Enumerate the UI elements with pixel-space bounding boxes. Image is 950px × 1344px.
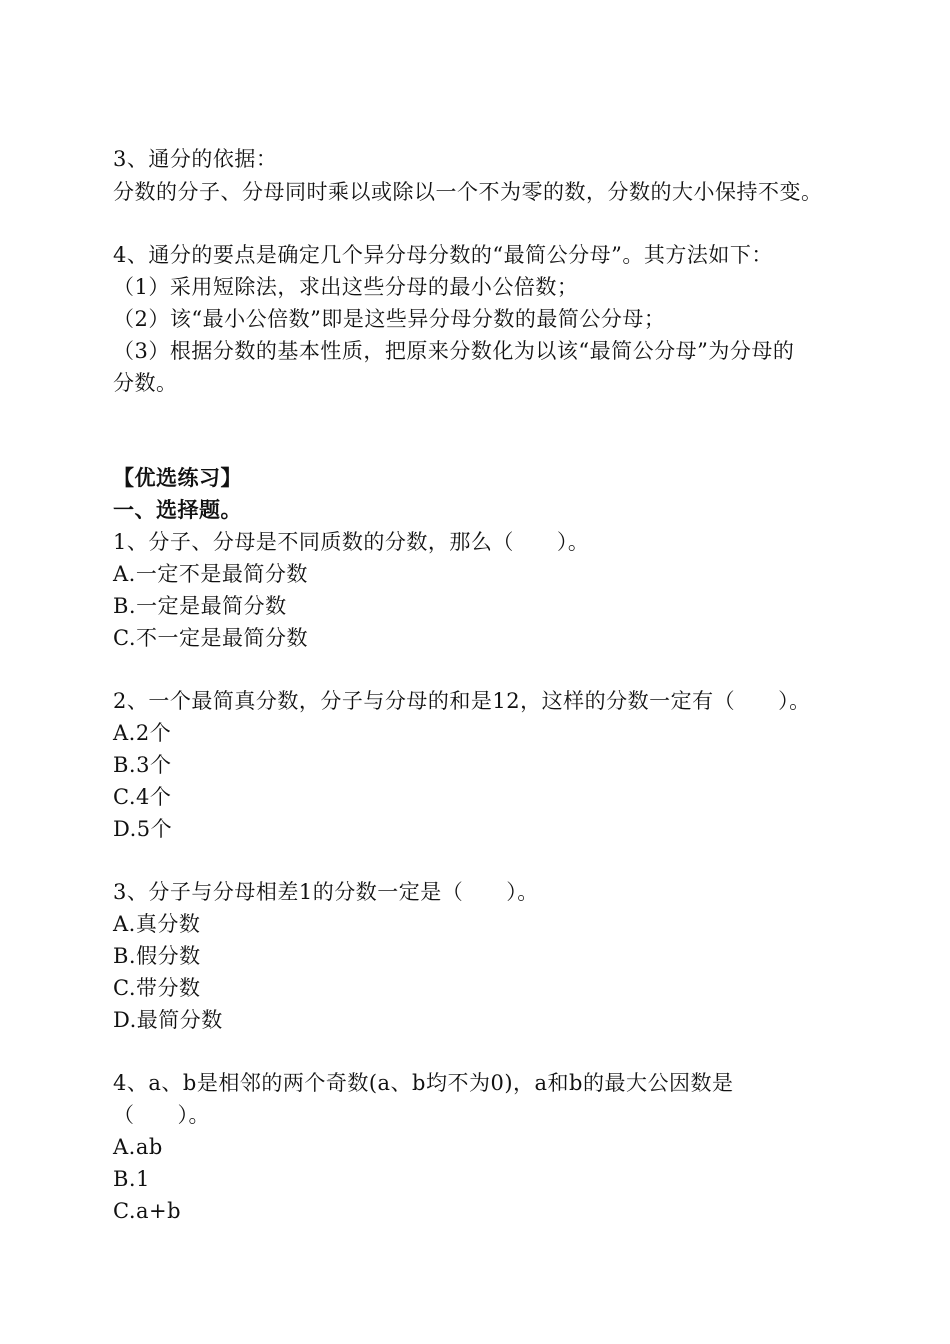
question-2-stem: 2、一个最简真分数，分子与分母的和是12，这样的分数一定有（ ）。 — [113, 689, 811, 713]
question-1-stem: 1、分子、分母是不同质数的分数，那么（ ）。 — [113, 530, 590, 554]
question-3-stem: 3、分子与分母相差1的分数一定是（ ）。 — [113, 880, 539, 904]
question-1-option-c: C.不一定是最简分数 — [113, 626, 308, 650]
section-3-text: 分数的分子、分母同时乘以或除以一个不为零的数，分数的大小保持不变。 — [113, 180, 823, 204]
question-2-option-b: B.3个 — [113, 753, 172, 777]
question-2-option-c: C.4个 — [113, 785, 172, 809]
part-title: 一、选择题。 — [113, 498, 242, 522]
question-1-option-b: B.一定是最简分数 — [113, 594, 287, 618]
practice-heading: 【优选练习】 — [113, 466, 242, 490]
section-4-step-1: （1）采用短除法，求出这些分母的最小公倍数； — [113, 275, 579, 299]
question-4-stem: 4、a、b是相邻的两个奇数(a、b均不为0)，a和b的最大公因数是 — [113, 1071, 734, 1095]
question-4-option-a: A.ab — [113, 1135, 163, 1159]
section-4-step-2: （2）该“最小公倍数”即是这些异分母分数的最简公分母； — [113, 307, 666, 331]
question-3-option-a: A.真分数 — [113, 912, 201, 936]
section-4-title: 4、通分的要点是确定几个异分母分数的“最简公分母”。其方法如下： — [113, 243, 773, 267]
question-4-option-c: C.a+b — [113, 1199, 182, 1223]
question-2-option-d: D.5个 — [113, 817, 173, 841]
question-3-option-b: B.假分数 — [113, 944, 201, 968]
section-3-title: 3、通分的依据： — [113, 147, 278, 171]
question-3-option-c: C.带分数 — [113, 976, 201, 1000]
question-2-option-a: A.2个 — [113, 721, 172, 745]
section-4-step-3: （3）根据分数的基本性质，把原来分数化为以该“最简公分母”为分母的 — [113, 339, 795, 363]
question-4-option-b: B.1 — [113, 1167, 150, 1191]
question-1-option-a: A.一定不是最简分数 — [113, 562, 308, 586]
question-3-option-d: D.最简分数 — [113, 1008, 223, 1032]
question-4-stem-cont: （ ）。 — [113, 1103, 210, 1127]
section-4-step-3-cont: 分数。 — [113, 371, 178, 395]
